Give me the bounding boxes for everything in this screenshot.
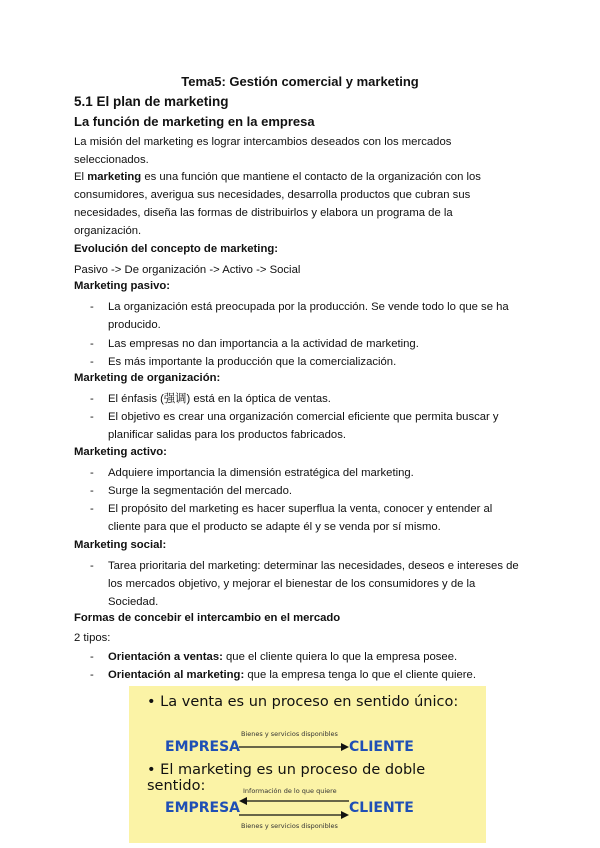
bienes-label: Bienes y servicios disponibles [241, 730, 338, 738]
cliente-label: CLIENTE [349, 739, 414, 755]
left-arrow-icon [239, 796, 349, 806]
list-item: - Orientación a ventas: que el cliente quiera lo que la empresa posee. [90, 651, 458, 663]
right-arrow-icon [239, 810, 349, 820]
definition-bold: marketing [87, 171, 142, 183]
social-heading: Marketing social: [74, 539, 167, 551]
empresa-label: EMPRESA [165, 739, 241, 755]
pasivo-heading: Marketing pasivo: [74, 280, 171, 292]
list-item: - Tarea prioritaria del marketing: determinar las necesidades, deseos e intereses de los mercados objetivo, y mejorar el bienestar de los consumidores y de la Sociedad. [90, 560, 519, 608]
definition-prefix: El [74, 171, 88, 183]
list-item: - Adquiere importancia la dimensión estratégica del marketing. [90, 467, 414, 479]
evolution-heading: Evolución del concepto de marketing: [74, 243, 279, 255]
diagram-line-one-way: • La venta es un proceso en sentido único: [147, 694, 459, 710]
list-item: - Las empresas no dan importancia a la actividad de marketing. [90, 338, 419, 350]
empresa-label: EMPRESA [165, 800, 241, 816]
formas-count: 2 tipos: [74, 632, 111, 644]
diagram-line-two-way: • El marketing es un proceso de doble sentido: [147, 762, 426, 794]
list-item: - La organización está preocupada por la producción. Se vende todo lo que se ha producido. [90, 301, 509, 331]
info-label: Información de lo que quiere [243, 787, 337, 795]
right-arrow-icon [239, 742, 349, 752]
list-item: - Es más importante la producción que la comercialización. [90, 356, 397, 368]
list-item: - El objetivo es crear una organización comercial eficiente que permita buscar y planificar salidas para los productos fabricados. [90, 411, 499, 441]
intro-paragraph: La misión del marketing es lograr intercambios deseados con los mercados seleccionados. [74, 136, 452, 166]
definition-paragraph [74, 168, 514, 240]
cliente-label: CLIENTE [349, 800, 414, 816]
activo-heading: Marketing activo: [74, 446, 167, 458]
list-item: - El énfasis (强调) está en la óptica de ventas. [90, 393, 331, 405]
organizacion-heading: Marketing de organización: [74, 372, 221, 384]
page-title: Tema5: Gestión comercial y marketing [181, 74, 419, 89]
list-item: - El propósito del marketing es hacer superflua la venta, conocer y entender al cliente para que el producto se adapte él y se venda por sí mismo. [90, 503, 493, 533]
evolution-line: Pasivo -> De organización -> Activo -> Social [74, 264, 301, 276]
list-item: - Surge la segmentación del mercado. [90, 485, 292, 497]
subsection-heading: La función de marketing en la empresa [74, 114, 315, 129]
exchange-diagram [129, 686, 486, 843]
definition-rest: es una función que mantiene el contacto de la organización con los consumidores, averigua sus necesidades, desarrolla productos que cubran sus necesidades, diseña las formas de distribuirlos y elabora un programa de la organización. [74, 171, 481, 237]
formas-heading: Formas de concebir el intercambio en el mercado [74, 612, 341, 624]
section-heading: 5.1 El plan de marketing [74, 94, 229, 109]
list-item: - Orientación al marketing: que la empresa tenga lo que el cliente quiere. [90, 669, 476, 681]
bienes-label: Bienes y servicios disponibles [241, 822, 338, 830]
